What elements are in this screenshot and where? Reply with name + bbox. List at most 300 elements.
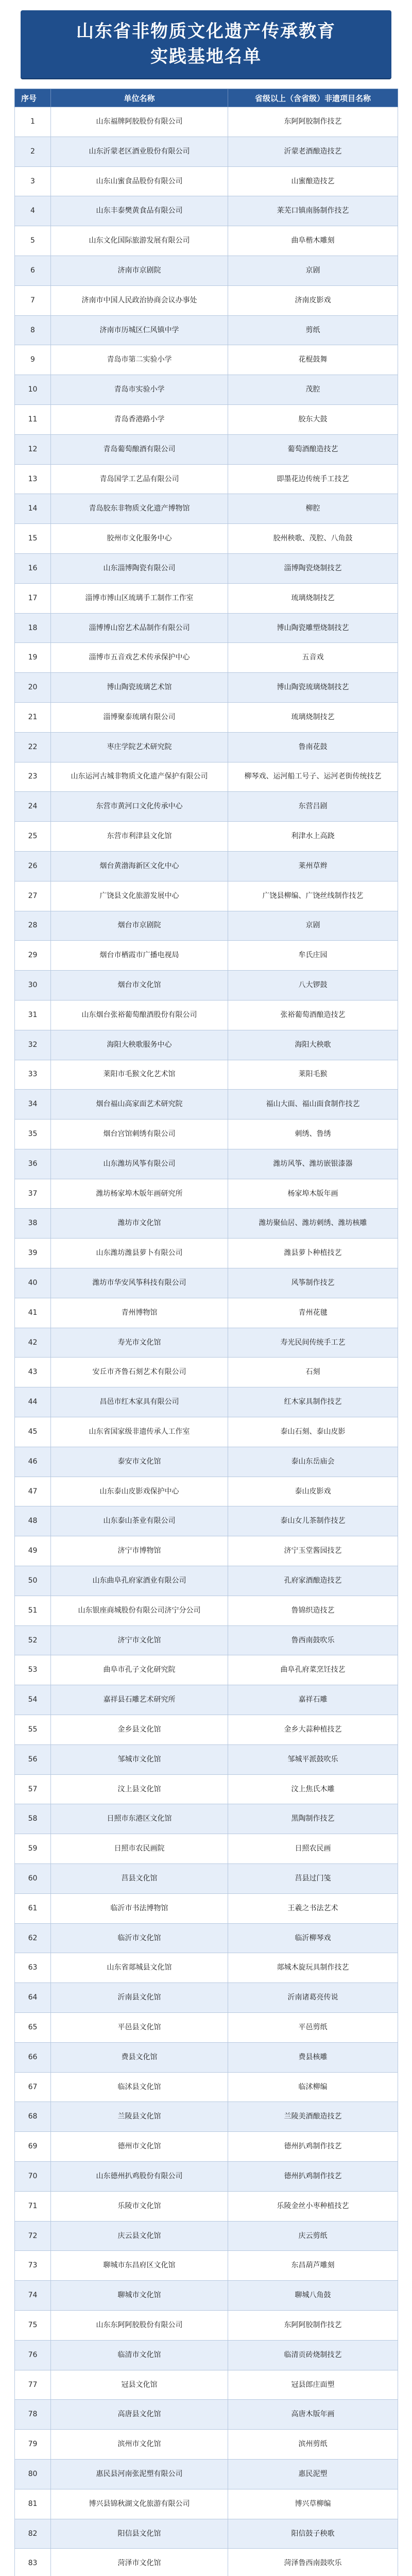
page-title-line-2: 实践基地名单 bbox=[150, 46, 262, 67]
cell-heritage-item: 沂南诸葛亮传说 bbox=[228, 1983, 398, 2013]
cell-heritage-item: 济宁玉堂酱园技艺 bbox=[228, 1536, 398, 1566]
cell-heritage-item: 鲁西南鼓吹乐 bbox=[228, 1625, 398, 1655]
cell-unit-name: 山东山蜜食品股份有限公司 bbox=[51, 166, 228, 196]
cell-heritage-item: 王羲之书法艺术 bbox=[228, 1893, 398, 1923]
cell-unit-name: 淄博市博山区琉璃手工制作工作室 bbox=[51, 583, 228, 613]
cell-number: 41 bbox=[15, 1298, 51, 1328]
table-row bbox=[15, 1000, 398, 1030]
cell-number: 71 bbox=[15, 2191, 51, 2221]
cell-unit-name: 庆云县文化馆 bbox=[51, 2221, 228, 2251]
cell-unit-name: 枣庄学院艺术研究院 bbox=[51, 732, 228, 762]
cell-heritage-item: 曲阜孔府菜烹饪技艺 bbox=[228, 1655, 398, 1685]
cell-heritage-item: 淄博陶瓷烧制技艺 bbox=[228, 553, 398, 583]
cell-unit-name: 昌邑市红木家具有限公司 bbox=[51, 1387, 228, 1417]
cell-number: 11 bbox=[15, 404, 51, 434]
cell-number: 28 bbox=[15, 911, 51, 941]
cell-unit-name: 博兴县锦秋湖文化旅游有限公司 bbox=[51, 2489, 228, 2519]
cell-number: 64 bbox=[15, 1983, 51, 2013]
cell-heritage-item: 日照农民画 bbox=[228, 1834, 398, 1864]
cell-heritage-item: 济南皮影戏 bbox=[228, 285, 398, 315]
cell-unit-name: 冠县文化馆 bbox=[51, 2370, 228, 2400]
cell-heritage-item: 剪纸 bbox=[228, 315, 398, 345]
table-row bbox=[15, 1715, 398, 1745]
cell-unit-name: 烟台福山高家面艺术研究院 bbox=[51, 1090, 228, 1120]
table-row bbox=[15, 2042, 398, 2072]
cell-heritage-item: 琉璃烧制技艺 bbox=[228, 702, 398, 732]
cell-heritage-item: 曲阜楷木雕刻 bbox=[228, 226, 398, 256]
table-row bbox=[15, 2340, 398, 2370]
table-row bbox=[15, 851, 398, 881]
table-row bbox=[15, 315, 398, 345]
cell-number: 13 bbox=[15, 464, 51, 494]
cell-number: 51 bbox=[15, 1596, 51, 1625]
cell-number: 47 bbox=[15, 1477, 51, 1506]
cell-heritage-item: 八大锣鼓 bbox=[228, 971, 398, 1001]
cell-heritage-item: 嘉祥石雕 bbox=[228, 1685, 398, 1715]
table-row bbox=[15, 1417, 398, 1447]
cell-heritage-item: 金乡大蒜种植技艺 bbox=[228, 1715, 398, 1745]
cell-unit-name: 日照市农民画院 bbox=[51, 1834, 228, 1864]
table-row bbox=[15, 762, 398, 792]
cell-number: 61 bbox=[15, 1893, 51, 1923]
cell-heritage-item: 高唐木版年画 bbox=[228, 2400, 398, 2430]
cell-unit-name: 汶上县文化馆 bbox=[51, 1774, 228, 1804]
cell-number: 83 bbox=[15, 2549, 51, 2576]
table-row bbox=[15, 1893, 398, 1923]
cell-heritage-item: 琉璃烧制技艺 bbox=[228, 583, 398, 613]
cell-unit-name: 泰安市文化馆 bbox=[51, 1447, 228, 1477]
cell-unit-name: 淄博聚泰琉璃有限公司 bbox=[51, 702, 228, 732]
cell-unit-name: 山东烟台张裕葡萄酿酒股份有限公司 bbox=[51, 1000, 228, 1030]
cell-number: 78 bbox=[15, 2400, 51, 2430]
cell-unit-name: 济宁市文化馆 bbox=[51, 1625, 228, 1655]
table-row bbox=[15, 464, 398, 494]
cell-heritage-item: 石刻 bbox=[228, 1358, 398, 1387]
table-row bbox=[15, 2072, 398, 2102]
cell-number: 68 bbox=[15, 2102, 51, 2132]
cell-number: 36 bbox=[15, 1149, 51, 1179]
table-row bbox=[15, 881, 398, 911]
cell-heritage-item: 京剧 bbox=[228, 911, 398, 941]
cell-unit-name: 日照市东港区文化馆 bbox=[51, 1804, 228, 1834]
cell-unit-name: 嘉祥县石雕艺术研究所 bbox=[51, 1685, 228, 1715]
cell-heritage-item: 惠民泥塑 bbox=[228, 2459, 398, 2489]
cell-unit-name: 山东沂蒙老区酒业股份有限公司 bbox=[51, 137, 228, 166]
cell-heritage-item: 东营吕剧 bbox=[228, 792, 398, 822]
cell-heritage-item: 东阿阿胶制作技艺 bbox=[228, 2310, 398, 2340]
cell-unit-name: 潍坊杨家埠木版年画研究所 bbox=[51, 1179, 228, 1209]
cell-unit-name: 山东省郯城县文化馆 bbox=[51, 1953, 228, 1983]
cell-unit-name: 邹城市文化馆 bbox=[51, 1744, 228, 1774]
cell-number: 66 bbox=[15, 2042, 51, 2072]
cell-number: 80 bbox=[15, 2459, 51, 2489]
cell-unit-name: 曲阜市孔子文化研究院 bbox=[51, 1655, 228, 1685]
cell-heritage-item: 胶州秧歌、茂腔、八角鼓 bbox=[228, 524, 398, 554]
column-header-number: 序号 bbox=[15, 89, 51, 107]
table-row bbox=[15, 702, 398, 732]
cell-heritage-item: 泰山石刻、泰山皮影 bbox=[228, 1417, 398, 1447]
table-row bbox=[15, 137, 398, 166]
cell-heritage-item: 潍坊聚仙居、潍坊刺绣、潍坊核雕 bbox=[228, 1209, 398, 1239]
cell-heritage-item: 寿光民间传统手工艺 bbox=[228, 1328, 398, 1358]
cell-heritage-item: 博山陶瓷雕塑烧制技艺 bbox=[228, 613, 398, 643]
cell-heritage-item: 东阿阿胶制作技艺 bbox=[228, 107, 398, 137]
cell-number: 15 bbox=[15, 524, 51, 554]
cell-number: 38 bbox=[15, 1209, 51, 1239]
cell-number: 31 bbox=[15, 1000, 51, 1030]
table-row bbox=[15, 2459, 398, 2489]
cell-heritage-item: 刺绣、鲁绣 bbox=[228, 1120, 398, 1149]
table-row bbox=[15, 2489, 398, 2519]
table-row bbox=[15, 1030, 398, 1060]
cell-heritage-item: 即墨花边传统手工技艺 bbox=[228, 464, 398, 494]
cell-unit-name: 烟台黄渤海新区文化中心 bbox=[51, 851, 228, 881]
cell-number: 16 bbox=[15, 553, 51, 583]
cell-unit-name: 德州市文化馆 bbox=[51, 2132, 228, 2162]
cell-number: 3 bbox=[15, 166, 51, 196]
cell-number: 24 bbox=[15, 792, 51, 822]
table-row bbox=[15, 1090, 398, 1120]
cell-unit-name: 青岛葡萄酿酒有限公司 bbox=[51, 434, 228, 464]
page-title-line-1: 山东省非物质文化遗产传承教育 bbox=[76, 21, 336, 42]
table-row bbox=[15, 2400, 398, 2430]
cell-heritage-item: 莱阳毛猴 bbox=[228, 1060, 398, 1090]
cell-number: 49 bbox=[15, 1536, 51, 1566]
cell-unit-name: 山东文化国际旅游发展有限公司 bbox=[51, 226, 228, 256]
table-row bbox=[15, 1358, 398, 1387]
table-row bbox=[15, 2430, 398, 2460]
cell-heritage-item: 聊城八角鼓 bbox=[228, 2281, 398, 2311]
cell-number: 34 bbox=[15, 1090, 51, 1120]
cell-unit-name: 淄博博山窑艺术品制作有限公司 bbox=[51, 613, 228, 643]
cell-unit-name: 潍坊市文化馆 bbox=[51, 1209, 228, 1239]
base-roster-table bbox=[14, 89, 398, 2576]
cell-number: 14 bbox=[15, 494, 51, 524]
table-row bbox=[15, 2370, 398, 2400]
cell-unit-name: 烟台市栖霞市广播电视局 bbox=[51, 941, 228, 971]
cell-number: 63 bbox=[15, 1953, 51, 1983]
cell-heritage-item: 柳琴戏、运河船工号子、运河老街传统技艺 bbox=[228, 762, 398, 792]
table-row bbox=[15, 1447, 398, 1477]
cell-unit-name: 济南市中国人民政治协商会议办事处 bbox=[51, 285, 228, 315]
cell-number: 9 bbox=[15, 345, 51, 375]
cell-heritage-item: 茂腔 bbox=[228, 375, 398, 405]
cell-unit-name: 山东曲阜孔府家酒业有限公司 bbox=[51, 1566, 228, 1596]
cell-heritage-item: 博兴草柳编 bbox=[228, 2489, 398, 2519]
cell-unit-name: 山东淄博陶瓷有限公司 bbox=[51, 553, 228, 583]
table-row bbox=[15, 1834, 398, 1864]
cell-heritage-item: 柳腔 bbox=[228, 494, 398, 524]
table-row bbox=[15, 345, 398, 375]
table-row bbox=[15, 404, 398, 434]
table-row bbox=[15, 1864, 398, 1894]
cell-heritage-item: 鲁锦织造技艺 bbox=[228, 1596, 398, 1625]
cell-unit-name: 青岛香港路小学 bbox=[51, 404, 228, 434]
table-row bbox=[15, 2102, 398, 2132]
cell-number: 65 bbox=[15, 2013, 51, 2043]
cell-number: 42 bbox=[15, 1328, 51, 1358]
cell-heritage-item: 郯城木旋玩具制作技艺 bbox=[228, 1953, 398, 1983]
cell-unit-name: 临沂市书法博物馆 bbox=[51, 1893, 228, 1923]
cell-number: 53 bbox=[15, 1655, 51, 1685]
table-row bbox=[15, 1387, 398, 1417]
cell-unit-name: 山东泰山茶业有限公司 bbox=[51, 1506, 228, 1536]
cell-heritage-item: 莱州草辫 bbox=[228, 851, 398, 881]
cell-unit-name: 东营市利津县文化馆 bbox=[51, 822, 228, 852]
cell-unit-name: 潍坊市华安风筝科技有限公司 bbox=[51, 1268, 228, 1298]
cell-unit-name: 阳信县文化馆 bbox=[51, 2519, 228, 2549]
cell-unit-name: 济南市历城区仁风镇中学 bbox=[51, 315, 228, 345]
cell-number: 40 bbox=[15, 1268, 51, 1298]
cell-number: 76 bbox=[15, 2340, 51, 2370]
table-body bbox=[15, 107, 398, 2576]
cell-unit-name: 山东银座商城股份有限公司济宁分公司 bbox=[51, 1596, 228, 1625]
cell-unit-name: 寿光市文化馆 bbox=[51, 1328, 228, 1358]
cell-heritage-item: 杨家埠木版年画 bbox=[228, 1179, 398, 1209]
cell-heritage-item: 泰山皮影戏 bbox=[228, 1477, 398, 1506]
cell-unit-name: 莒县文化馆 bbox=[51, 1864, 228, 1894]
cell-heritage-item: 菏泽鲁西南鼓吹乐 bbox=[228, 2549, 398, 2576]
cell-heritage-item: 广饶县柳编、广饶丝线制作技艺 bbox=[228, 881, 398, 911]
cell-number: 48 bbox=[15, 1506, 51, 1536]
cell-number: 58 bbox=[15, 1804, 51, 1834]
table-row bbox=[15, 256, 398, 285]
table-row bbox=[15, 1506, 398, 1536]
cell-number: 25 bbox=[15, 822, 51, 852]
table-row bbox=[15, 1298, 398, 1328]
table-row bbox=[15, 1953, 398, 1983]
cell-number: 33 bbox=[15, 1060, 51, 1090]
cell-number: 1 bbox=[15, 107, 51, 137]
cell-heritage-item: 汶上焦氏木雕 bbox=[228, 1774, 398, 1804]
cell-number: 56 bbox=[15, 1744, 51, 1774]
cell-number: 69 bbox=[15, 2132, 51, 2162]
cell-number: 77 bbox=[15, 2370, 51, 2400]
cell-number: 79 bbox=[15, 2430, 51, 2460]
cell-number: 21 bbox=[15, 702, 51, 732]
cell-heritage-item: 莒县过门笺 bbox=[228, 1864, 398, 1894]
table-row bbox=[15, 285, 398, 315]
cell-heritage-item: 京剧 bbox=[228, 256, 398, 285]
cell-number: 46 bbox=[15, 1447, 51, 1477]
cell-number: 6 bbox=[15, 256, 51, 285]
cell-unit-name: 平邑县文化馆 bbox=[51, 2013, 228, 2043]
table-row bbox=[15, 941, 398, 971]
table-row bbox=[15, 1268, 398, 1298]
cell-number: 72 bbox=[15, 2221, 51, 2251]
cell-unit-name: 惠民县河南张泥塑有限公司 bbox=[51, 2459, 228, 2489]
cell-unit-name: 山东省国家级非遗传承人工作室 bbox=[51, 1417, 228, 1447]
cell-number: 82 bbox=[15, 2519, 51, 2549]
table-row bbox=[15, 1209, 398, 1239]
table-row bbox=[15, 911, 398, 941]
cell-unit-name: 海阳大秧歌服务中心 bbox=[51, 1030, 228, 1060]
cell-heritage-item: 胶东大鼓 bbox=[228, 404, 398, 434]
cell-number: 45 bbox=[15, 1417, 51, 1447]
cell-unit-name: 高唐县文化馆 bbox=[51, 2400, 228, 2430]
table-row bbox=[15, 2221, 398, 2251]
cell-unit-name: 烟台宫馆刺绣有限公司 bbox=[51, 1120, 228, 1149]
cell-unit-name: 烟台市文化馆 bbox=[51, 971, 228, 1001]
cell-heritage-item: 滨州剪纸 bbox=[228, 2430, 398, 2460]
cell-number: 20 bbox=[15, 673, 51, 703]
table-row bbox=[15, 2310, 398, 2340]
cell-unit-name: 沂南县文化馆 bbox=[51, 1983, 228, 2013]
cell-unit-name: 聊城市文化馆 bbox=[51, 2281, 228, 2311]
cell-heritage-item: 青州花毽 bbox=[228, 1298, 398, 1328]
cell-number: 39 bbox=[15, 1239, 51, 1268]
table-row bbox=[15, 1328, 398, 1358]
cell-heritage-item: 泰山东岳庙会 bbox=[228, 1447, 398, 1477]
cell-number: 44 bbox=[15, 1387, 51, 1417]
cell-number: 2 bbox=[15, 137, 51, 166]
cell-heritage-item: 泰山女儿茶制作技艺 bbox=[228, 1506, 398, 1536]
table-row bbox=[15, 1120, 398, 1149]
cell-unit-name: 滨州市文化馆 bbox=[51, 2430, 228, 2460]
table-row bbox=[15, 792, 398, 822]
cell-heritage-item: 沂蒙老酒酿造技艺 bbox=[228, 137, 398, 166]
cell-heritage-item: 德州扒鸡制作技艺 bbox=[228, 2132, 398, 2162]
cell-heritage-item: 临沭柳编 bbox=[228, 2072, 398, 2102]
cell-heritage-item: 临沂柳琴戏 bbox=[228, 1923, 398, 1953]
table-header-row bbox=[15, 89, 398, 107]
cell-unit-name: 山东东阿阿胶股份有限公司 bbox=[51, 2310, 228, 2340]
table-row bbox=[15, 1923, 398, 1953]
cell-heritage-item: 临清贡砖烧制技艺 bbox=[228, 2340, 398, 2370]
cell-heritage-item: 兰陵美酒酿造技艺 bbox=[228, 2102, 398, 2132]
cell-number: 55 bbox=[15, 1715, 51, 1745]
table-row bbox=[15, 1536, 398, 1566]
table-row bbox=[15, 434, 398, 464]
cell-unit-name: 山东丰泰樊黄食品有限公司 bbox=[51, 196, 228, 226]
table-row bbox=[15, 1625, 398, 1655]
cell-number: 10 bbox=[15, 375, 51, 405]
cell-heritage-item: 潍坊风筝、潍坊嵌银漆器 bbox=[228, 1149, 398, 1179]
cell-number: 4 bbox=[15, 196, 51, 226]
cell-heritage-item: 牟氏庄园 bbox=[228, 941, 398, 971]
table-row bbox=[15, 2132, 398, 2162]
title-band bbox=[21, 10, 391, 78]
table-row bbox=[15, 2161, 398, 2191]
table-row bbox=[15, 1685, 398, 1715]
cell-number: 19 bbox=[15, 643, 51, 673]
cell-heritage-item: 红木家具制作技艺 bbox=[228, 1387, 398, 1417]
cell-unit-name: 金乡县文化馆 bbox=[51, 1715, 228, 1745]
table-row bbox=[15, 583, 398, 613]
cell-heritage-item: 潍县萝卜种植技艺 bbox=[228, 1239, 398, 1268]
cell-heritage-item: 冠县郎庄面塑 bbox=[228, 2370, 398, 2400]
table-row bbox=[15, 1983, 398, 2013]
cell-number: 27 bbox=[15, 881, 51, 911]
cell-heritage-item: 莱芜口镇南肠制作技艺 bbox=[228, 196, 398, 226]
cell-number: 37 bbox=[15, 1179, 51, 1209]
table-row bbox=[15, 1179, 398, 1209]
cell-unit-name: 山东泰山皮影戏保护中心 bbox=[51, 1477, 228, 1506]
table-row bbox=[15, 1566, 398, 1596]
cell-unit-name: 博山陶瓷琉璃艺术馆 bbox=[51, 673, 228, 703]
table-row bbox=[15, 1596, 398, 1625]
cell-heritage-item: 五音戏 bbox=[228, 643, 398, 673]
cell-number: 54 bbox=[15, 1685, 51, 1715]
table-row bbox=[15, 494, 398, 524]
cell-heritage-item: 乐陵金丝小枣种植技艺 bbox=[228, 2191, 398, 2221]
table-row bbox=[15, 1149, 398, 1179]
table-row bbox=[15, 1774, 398, 1804]
cell-unit-name: 聊城市东昌府区文化馆 bbox=[51, 2251, 228, 2281]
cell-unit-name: 青岛市实验小学 bbox=[51, 375, 228, 405]
cell-unit-name: 青岛胶东非物质文化遗产博物馆 bbox=[51, 494, 228, 524]
column-header-heritage-item: 省级以上（含省级）非遗项目名称 bbox=[228, 89, 398, 107]
table-row bbox=[15, 226, 398, 256]
cell-number: 73 bbox=[15, 2251, 51, 2281]
column-header-unit: 单位名称 bbox=[51, 89, 228, 107]
cell-unit-name: 费县文化馆 bbox=[51, 2042, 228, 2072]
cell-heritage-item: 庆云剪纸 bbox=[228, 2221, 398, 2251]
cell-unit-name: 青岛市第二实验小学 bbox=[51, 345, 228, 375]
cell-number: 57 bbox=[15, 1774, 51, 1804]
cell-number: 52 bbox=[15, 1625, 51, 1655]
cell-number: 17 bbox=[15, 583, 51, 613]
table-row bbox=[15, 2549, 398, 2576]
cell-number: 59 bbox=[15, 1834, 51, 1864]
cell-unit-name: 济南市京剧院 bbox=[51, 256, 228, 285]
cell-heritage-item: 鲁南花鼓 bbox=[228, 732, 398, 762]
table-row bbox=[15, 524, 398, 554]
cell-heritage-item: 风筝制作技艺 bbox=[228, 1268, 398, 1298]
cell-heritage-item: 利津水上高跷 bbox=[228, 822, 398, 852]
table-row bbox=[15, 166, 398, 196]
cell-number: 23 bbox=[15, 762, 51, 792]
cell-heritage-item: 黑陶制作技艺 bbox=[228, 1804, 398, 1834]
table-row bbox=[15, 1477, 398, 1506]
cell-unit-name: 乐陵市文化馆 bbox=[51, 2191, 228, 2221]
cell-unit-name: 莱阳市毛猴文化艺术馆 bbox=[51, 1060, 228, 1090]
cell-heritage-item: 费县核雕 bbox=[228, 2042, 398, 2072]
table-row bbox=[15, 196, 398, 226]
table-row bbox=[15, 1744, 398, 1774]
table-row bbox=[15, 375, 398, 405]
cell-unit-name: 青州博物馆 bbox=[51, 1298, 228, 1328]
cell-heritage-item: 张裕葡萄酒酿造技艺 bbox=[228, 1000, 398, 1030]
cell-unit-name: 山东福牌阿胶股份有限公司 bbox=[51, 107, 228, 137]
table-row bbox=[15, 1804, 398, 1834]
cell-number: 29 bbox=[15, 941, 51, 971]
table-row bbox=[15, 1239, 398, 1268]
cell-number: 67 bbox=[15, 2072, 51, 2102]
cell-unit-name: 山东运河古城非物质文化遗产保护有限公司 bbox=[51, 762, 228, 792]
cell-heritage-item: 葡萄酒酿造技艺 bbox=[228, 434, 398, 464]
table-row bbox=[15, 673, 398, 703]
table-row bbox=[15, 732, 398, 762]
table-row bbox=[15, 971, 398, 1001]
cell-number: 75 bbox=[15, 2310, 51, 2340]
cell-unit-name: 广饶县文化旅游发展中心 bbox=[51, 881, 228, 911]
cell-unit-name: 烟台市京剧院 bbox=[51, 911, 228, 941]
cell-number: 5 bbox=[15, 226, 51, 256]
table-row bbox=[15, 613, 398, 643]
cell-number: 12 bbox=[15, 434, 51, 464]
cell-unit-name: 东营市黄河口文化传承中心 bbox=[51, 792, 228, 822]
table-header bbox=[15, 89, 398, 107]
cell-heritage-item: 平邑剪纸 bbox=[228, 2013, 398, 2043]
title-banner bbox=[0, 0, 412, 88]
table-row bbox=[15, 1655, 398, 1685]
cell-number: 60 bbox=[15, 1864, 51, 1894]
cell-unit-name: 淄博市五音戏艺术传承保护中心 bbox=[51, 643, 228, 673]
cell-unit-name: 济宁市博物馆 bbox=[51, 1536, 228, 1566]
table-row bbox=[15, 2281, 398, 2311]
table-row bbox=[15, 2519, 398, 2549]
